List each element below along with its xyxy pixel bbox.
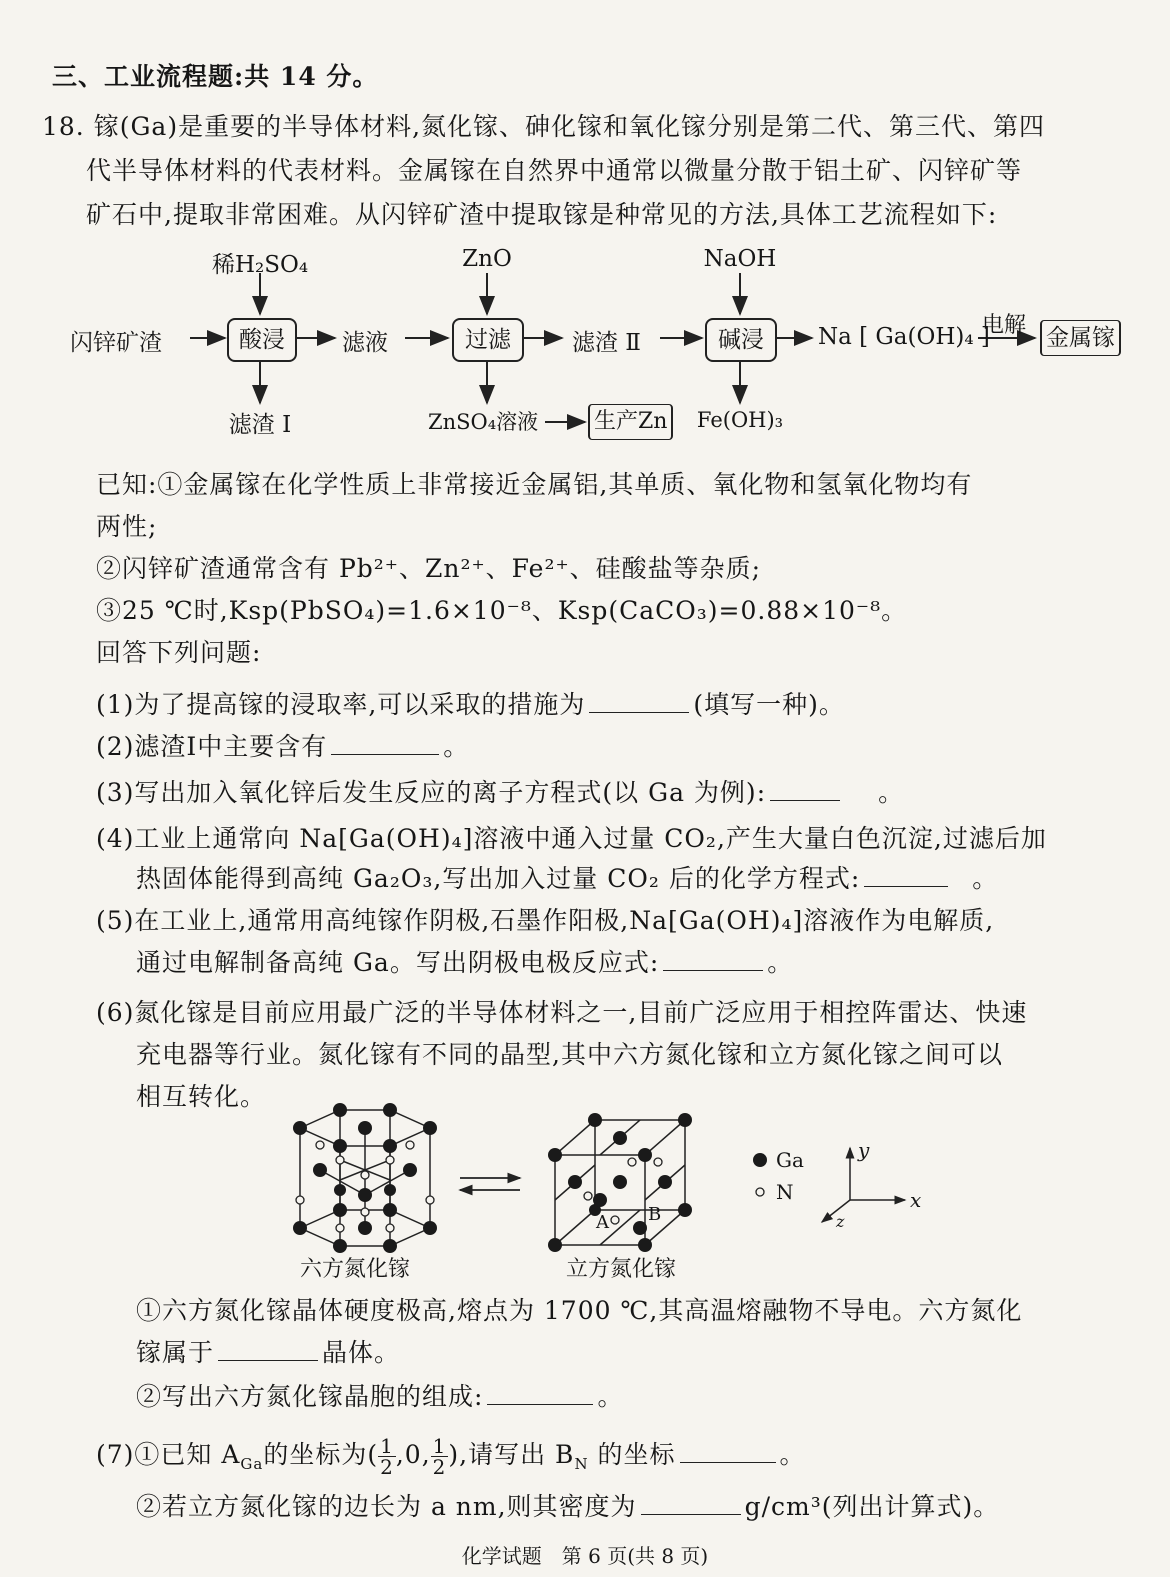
flow-sodium-gallate: Na [ Ga(OH)₄ ]	[818, 324, 990, 350]
flow-residue-2: 滤渣 Ⅱ	[572, 330, 641, 356]
question-7-sub2-tail: g/cm³(列出计算式)。	[744, 1492, 1000, 1521]
interconversion-arrows	[460, 1178, 520, 1190]
question-4-text: 热固体能得到高纯 Ga₂O₃,写出加入过量 CO₂ 后的化学方程式:	[136, 864, 861, 893]
known-line-4: ③25 ℃时,Ksp(PbSO₄)=1.6×10⁻⁸、Ksp(CaCO₃)=0.88×10⁻⁸。	[96, 596, 908, 625]
step-acid-leach: 酸浸	[227, 318, 297, 362]
point-a-label: A	[596, 1212, 609, 1233]
question-7-prefix: (7)①已知 A	[96, 1440, 241, 1469]
question-3-text: (3)写出加入氧化锌后发生反应的离子方程式(以 Ga 为例):	[96, 778, 767, 807]
answer-blank-1[interactable]	[589, 688, 689, 713]
question-7-sub1-tail: 。	[779, 1440, 806, 1469]
question-6-line-3: 相互转化。	[136, 1082, 267, 1111]
axis-z-label: z	[836, 1212, 845, 1231]
axis-y-label: y	[858, 1138, 870, 1162]
question-6-sub1-tail: 晶体。	[322, 1338, 401, 1367]
flow-znso4-solution: ZnSO₄溶液	[428, 410, 539, 434]
section-title: 三、工业流程题:共 14 分。	[52, 62, 379, 91]
answer-blank-4[interactable]	[864, 862, 948, 887]
question-7-sub2	[136, 1490, 999, 1524]
question-7-sub2-text: ②若立方氮化镓的边长为 a nm,则其密度为	[136, 1492, 637, 1521]
known-line-2: 两性;	[96, 512, 158, 541]
question-6-sub2-tail: 。	[597, 1382, 624, 1411]
page-footer: 化学试题 第 6 页(共 8 页)	[461, 1544, 709, 1568]
known-line-3: ②闪锌矿渣通常含有 Pb²⁺、Zn²⁺、Fe²⁺、硅酸盐等杂质;	[96, 554, 762, 583]
question-5-line-2	[136, 946, 793, 980]
question-1-tail: (填写一种)。	[693, 690, 845, 719]
crystal-structure-figure	[280, 1100, 960, 1290]
question-6-sub1-line-1: ①六方氮化镓晶体硬度极高,熔点为 1700 ℃,其高温熔融物不导电。六方氮化	[136, 1296, 1023, 1325]
fraction-one-half-b: $\frac{1}{2}$	[432, 1434, 447, 1479]
question-2-tail: 。	[443, 732, 470, 761]
known-line-1: 已知:①金属镓在化学性质上非常接近金属铝,其单质、氧化物和氢氧化物均有	[96, 470, 973, 499]
question-4-line-2	[136, 862, 998, 896]
question-6-sub1-text: 镓属于	[136, 1338, 215, 1367]
step-alkali-leach: 碱浸	[705, 318, 777, 362]
reagent-naoh: NaOH	[703, 246, 777, 272]
question-7-mid: 的坐标为(	[263, 1440, 379, 1469]
process-flowchart	[60, 238, 1140, 448]
flow-residue-1: 滤渣 Ⅰ	[228, 412, 292, 438]
question-5-line-1: (5)在工业上,通常用高纯镓作阴极,石墨作阳极,Na[Ga(OH)₄]溶液作为电解质,	[96, 906, 995, 935]
question-7-sub1	[96, 1430, 806, 1489]
flow-fe-oh-3: Fe(OH)₃	[696, 408, 784, 432]
question-3	[96, 776, 904, 810]
flow-filtrate: 滤液	[342, 330, 388, 356]
intro-line-3: 矿石中,提取非常困难。从闪锌矿渣中提取镓是种常见的方法,具体工艺流程如下:	[86, 200, 998, 229]
question-3-tail: 。	[878, 778, 905, 807]
question-7-sub-ga: Ga	[240, 1455, 264, 1473]
reagent-dilute-h2so4: 稀H₂SO₄	[211, 252, 309, 278]
question-7-separator: ,0,	[395, 1440, 431, 1469]
question-2-text: (2)滤渣Ⅰ中主要含有	[96, 732, 328, 761]
question-1	[96, 688, 845, 722]
question-6-sub1-line-2	[136, 1336, 400, 1370]
question-6-line-1: (6)氮化镓是目前应用最广泛的半导体材料之一,目前广泛应用于相控阵雷达、快速	[96, 998, 1028, 1027]
intro-line-2: 代半导体材料的代表材料。金属镓在自然界中通常以微量分散于铝土矿、闪锌矿等	[86, 156, 1023, 185]
flow-start: 闪锌矿渣	[70, 330, 162, 356]
question-6-line-2: 充电器等行业。氮化镓有不同的晶型,其中六方氮化镓和立方氮化镓之间可以	[136, 1040, 1003, 1069]
flow-end-gallium: 金属镓	[1040, 320, 1121, 356]
question-1-text: (1)为了提高镓的浸取率,可以采取的措施为	[96, 690, 586, 719]
fraction-one-half-a: $\frac{1}{2}$	[380, 1434, 394, 1479]
intro-line-1: 18. 镓(Ga)是重要的半导体材料,氮化镓、砷化镓和氧化镓分别是第二代、第三代、第四	[42, 112, 1046, 141]
point-b-label: B	[648, 1204, 662, 1225]
axis-x-label: x	[910, 1188, 922, 1212]
answer-blank-7a[interactable]	[680, 1438, 776, 1463]
answer-blank-6b[interactable]	[487, 1380, 593, 1405]
answer-blank-7b[interactable]	[641, 1490, 741, 1515]
step-filter: 过滤	[452, 318, 524, 362]
reagent-zno: ZnO	[462, 246, 512, 272]
question-2	[96, 730, 469, 764]
cubic-gan-caption: 立方氮化镓	[566, 1257, 677, 1282]
question-7-post: ),请写出 B	[448, 1440, 575, 1469]
legend-n-marker	[756, 1188, 764, 1196]
electrolysis-label: 电解	[982, 313, 1027, 338]
question-6-sub2-text: ②写出六方氮化镓晶胞的组成:	[136, 1382, 484, 1411]
flow-produce-zn: 生产Zn	[588, 404, 673, 440]
question-7-end: 的坐标	[588, 1440, 676, 1469]
hexagonal-gan-caption: 六方氮化镓	[300, 1257, 411, 1282]
legend-ga-marker	[753, 1153, 767, 1167]
question-4-tail: 。	[972, 864, 999, 893]
legend-ga-label: Ga	[776, 1148, 804, 1172]
answer-blank-2[interactable]	[331, 730, 439, 755]
answer-blank-5[interactable]	[663, 946, 763, 971]
question-7-sub-n: N	[574, 1455, 589, 1473]
cubic-ga-atoms	[548, 1113, 692, 1252]
answer-prompt: 回答下列问题:	[96, 638, 262, 667]
answer-blank-3[interactable]	[770, 776, 840, 801]
question-5-tail: 。	[767, 948, 794, 977]
question-6-sub2	[136, 1380, 623, 1414]
question-4-line-1: (4)工业上通常向 Na[Ga(OH)₄]溶液中通入过量 CO₂,产生大量白色沉淀,过滤后加	[96, 824, 1047, 853]
question-5-text: 通过电解制备高纯 Ga。写出阴极电极反应式:	[136, 948, 660, 977]
legend-n-label: N	[776, 1180, 794, 1204]
answer-blank-6a[interactable]	[218, 1336, 318, 1361]
